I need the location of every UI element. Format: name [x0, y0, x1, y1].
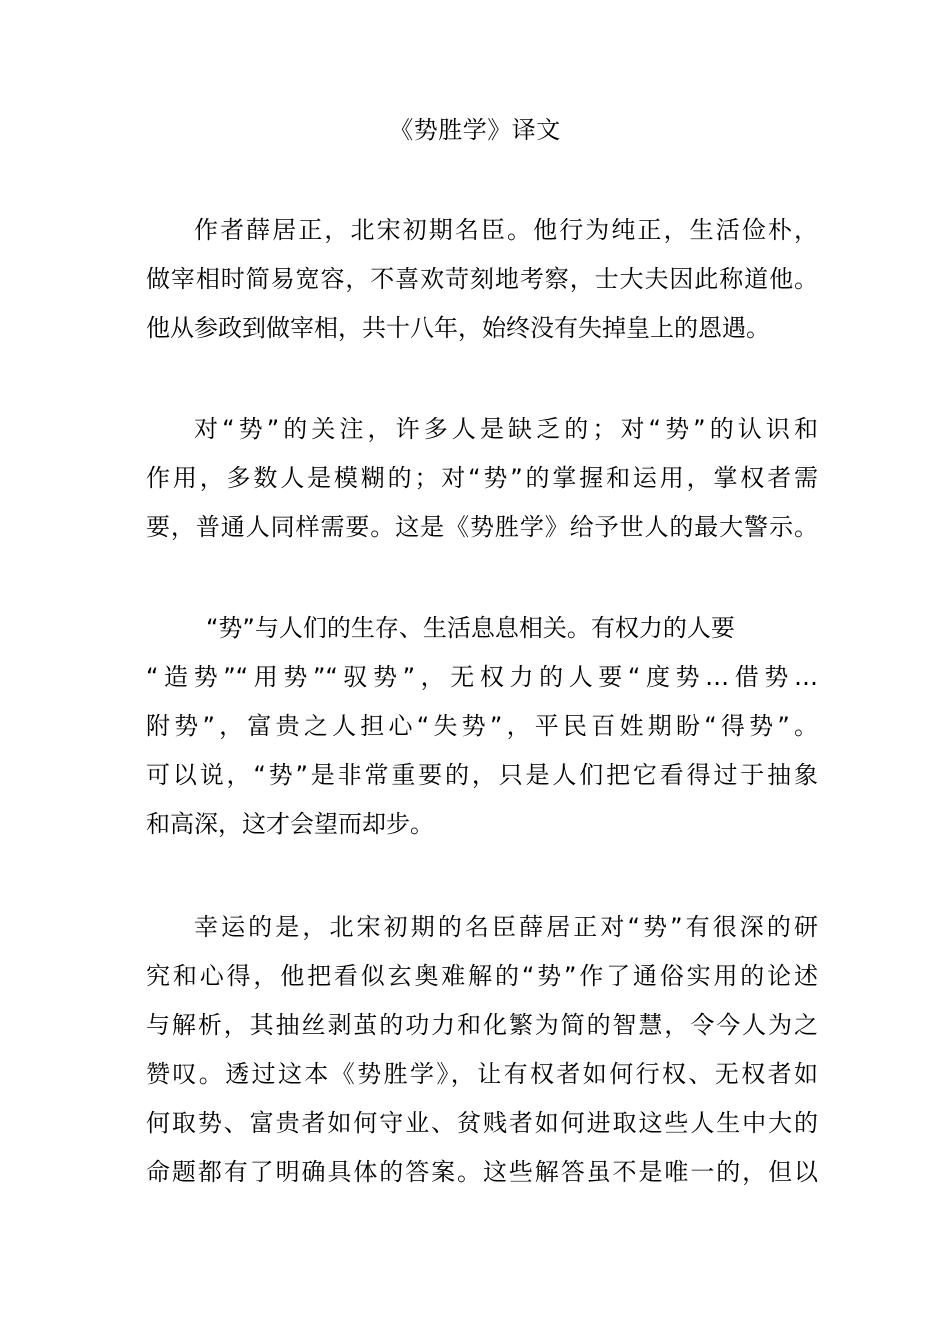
paragraph-line: 对“势”的关注，许多人是缺乏的；对“势”的认识和: [194, 415, 818, 443]
paragraph-line: 究和心得，他把看似玄奥难解的“势”作了通俗实用的论述: [146, 962, 818, 990]
paragraph-line: “势”与人们的生存、生活息息相关。有权力的人要: [206, 614, 735, 642]
paragraph-line: 作用，多数人是模糊的；对“势”的掌握和运用，掌权者需: [146, 464, 818, 492]
paragraph-line: 附势”，富贵之人担心“失势”，平民百姓期盼“得势”。: [146, 712, 818, 740]
paragraph-line: 幸运的是，北宋初期的名臣薛居正对“势”有很深的研: [194, 913, 818, 941]
paragraph-line: 赞叹。透过这本《势胜学》，让有权者如何行权、无权者如: [146, 1060, 818, 1088]
paragraph-line: 可以说，“势”是非常重要的，只是人们把它看得过于抽象: [146, 761, 818, 789]
paragraph-line: 和高深，这才会望而却步。: [146, 810, 434, 838]
paragraph-line: 他从参政到做宰相，共十八年，始终没有失掉皇上的恩遇。: [146, 314, 770, 342]
paragraph-line: 做宰相时简易宽容，不喜欢苛刻地考察，士大夫因此称道他。: [146, 265, 818, 293]
document-title: 《势胜学》译文: [389, 116, 561, 144]
paragraph-line: 命题都有了明确具体的答案。这些解答虽不是唯一的，但以: [146, 1158, 818, 1186]
paragraph-line: 作者薛居正，北宋初期名臣。他行为纯正，生活俭朴，: [194, 216, 818, 244]
paragraph-line: 何取势、富贵者如何守业、贫贱者如何进取这些人生中大的: [146, 1109, 818, 1137]
paragraph-line: 要，普通人同样需要。这是《势胜学》给予世人的最大警示。: [146, 513, 818, 541]
paragraph-line: 与解析，其抽丝剥茧的功力和化繁为简的智慧，令今人为之: [146, 1011, 818, 1039]
paragraph-line: “造势”“用势”“驭势”，无权力的人要“度势…借势…: [146, 663, 818, 691]
